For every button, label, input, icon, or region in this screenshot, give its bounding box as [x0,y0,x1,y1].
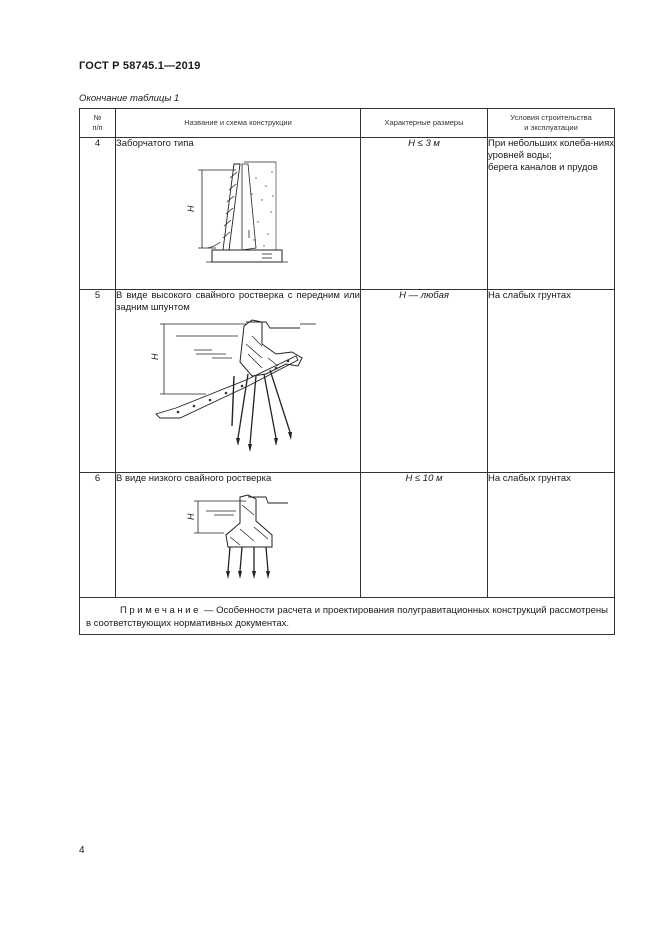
table-row [80,290,615,473]
table-row [80,473,615,598]
dimension-label-h: H [186,205,196,212]
row-dims: H ≤ 3 м [361,138,488,290]
row-number: 4 [80,138,116,290]
row-name-cell [116,290,361,473]
row-dims: H — любая [361,290,488,473]
note-title: Примечание [120,605,201,616]
dimension-label-h: H [150,353,160,360]
table-header-row [80,109,615,138]
page-number: 4 [79,845,85,856]
row-name: В виде высокого свайного ростверка с передним или задним шпунтом [116,290,360,313]
document-code: ГОСТ Р 58745.1—2019 [79,60,201,72]
row-name-cell [116,473,361,598]
note-row [80,598,615,635]
note-cell [80,598,615,635]
low-pile-grillage-drawing [116,485,348,585]
row-conditions: На слабых грунтах [488,473,615,598]
structures-table [79,108,615,635]
header-dims: Характерные размеры [361,109,488,138]
high-pile-grillage-drawing [116,314,348,454]
table-caption: Окончание таблицы 1 [79,93,180,104]
header-num-text: № п/п [92,113,103,132]
row-name-cell [116,138,361,290]
fence-type-structure-drawing [116,150,348,280]
note-text: — Особенности расчета и проектирования полугравитационных конструкций рассмотрены в соответствующих нормативных документах. [86,605,608,629]
row-dims: H ≤ 10 м [361,473,488,598]
header-name: Название и схема конструкции [116,109,361,138]
row-name: В виде низкого свайного ростверка [116,473,272,484]
header-cond [488,109,615,138]
header-num [80,109,116,138]
row-name: Заборчатого типа [116,138,194,149]
row-number: 6 [80,473,116,598]
dimension-label-h: H [186,513,196,520]
row-conditions: На слабых грунтах [488,290,615,473]
header-cond-text: Условия строительства и эксплуатации [510,113,592,132]
row-number: 5 [80,290,116,473]
table-row [80,138,615,290]
row-conditions: При небольших колеба-ниях уровней воды; берега каналов и прудов [488,138,615,290]
